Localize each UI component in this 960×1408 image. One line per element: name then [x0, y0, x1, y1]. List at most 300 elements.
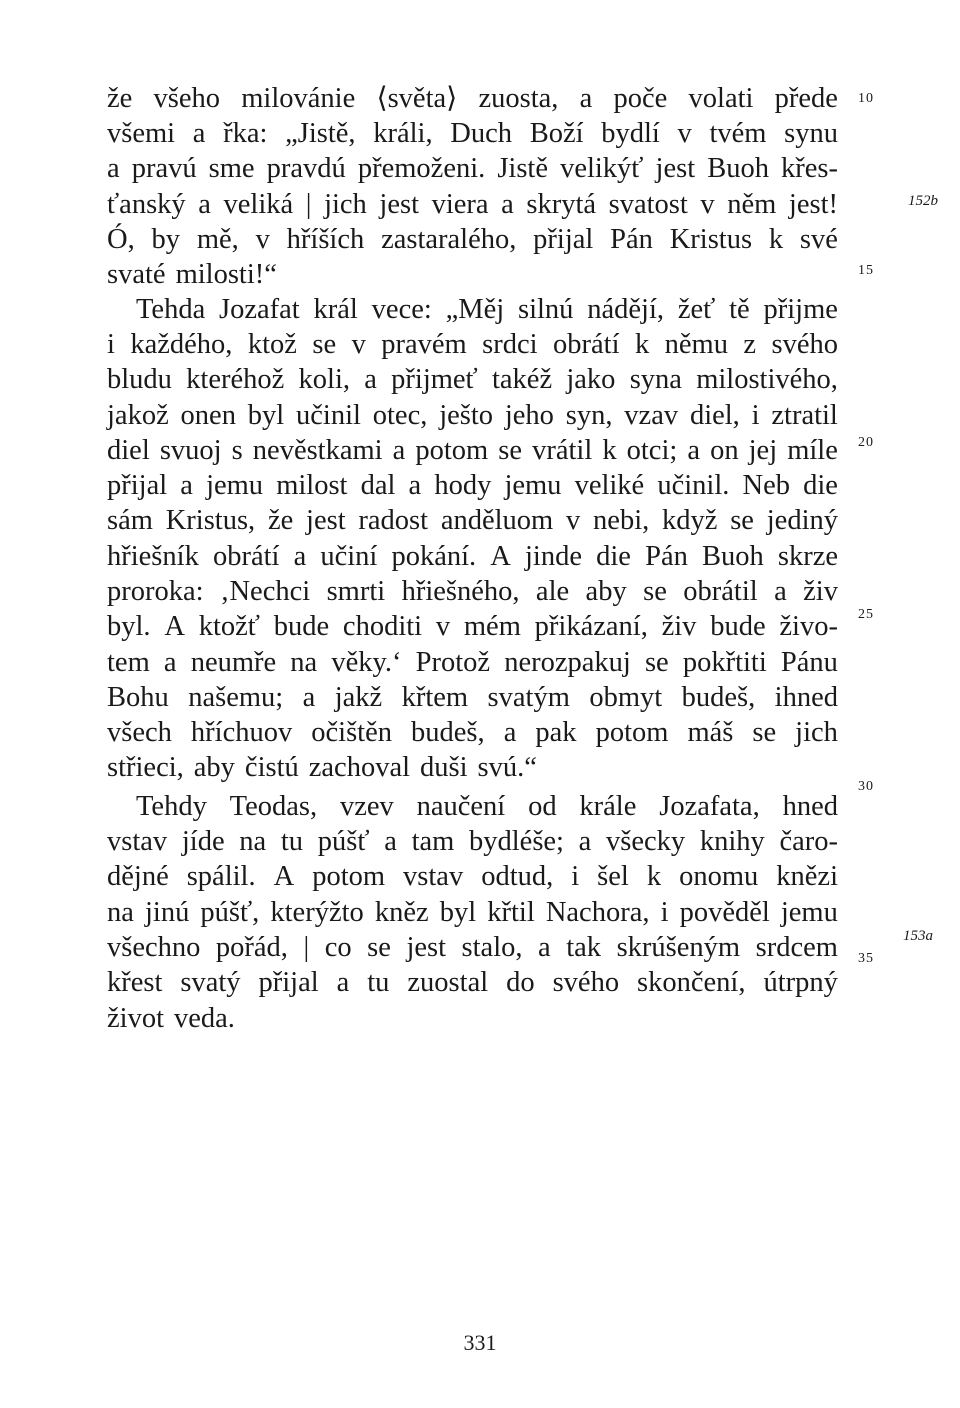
word: anděluom	[440, 505, 554, 536]
word: přijal	[107, 470, 168, 501]
word: němu	[664, 329, 728, 360]
word: bydlí	[601, 118, 660, 149]
word: a	[364, 364, 377, 395]
word: skrytá	[526, 189, 597, 220]
word: tak	[566, 932, 602, 963]
word: jinú	[144, 897, 190, 928]
word: diel,	[689, 400, 740, 431]
word: kterýžto	[270, 897, 364, 928]
word: byl	[439, 897, 477, 928]
word: Buoh	[701, 541, 764, 572]
word: sme	[208, 153, 255, 184]
word: vstav	[107, 826, 168, 857]
word: onen	[180, 400, 236, 431]
word: se	[752, 717, 777, 748]
word: králi,	[373, 118, 433, 149]
word: každého,	[130, 329, 233, 360]
word: odtud,	[481, 861, 554, 892]
word: a	[384, 826, 397, 857]
word: milosti!“	[175, 259, 277, 290]
word: přijme	[763, 294, 838, 325]
word: očištěn	[311, 717, 392, 748]
word: ktož	[247, 329, 297, 360]
word: přikázaní,	[534, 611, 648, 642]
word: Kristus	[669, 224, 753, 255]
word: a	[293, 541, 307, 572]
word: se	[644, 647, 669, 678]
word: Buoh	[707, 153, 769, 184]
word: k	[768, 224, 784, 255]
word: jakž	[334, 682, 383, 713]
word: skrúšeným	[616, 932, 741, 963]
word: hřiešného,	[401, 576, 520, 607]
word: jest	[306, 505, 346, 536]
word: obrátí	[553, 329, 620, 360]
word: na	[107, 897, 134, 928]
word: jemu	[206, 470, 264, 501]
text-line	[136, 292, 838, 328]
word: a	[774, 576, 787, 607]
word: Pán	[645, 541, 688, 572]
word: učinil	[296, 400, 361, 431]
word: vstav	[403, 861, 464, 892]
word: kteréhož	[186, 364, 285, 395]
word: zuostal	[407, 967, 489, 998]
word: aby	[585, 576, 627, 607]
word: ihned	[774, 682, 838, 713]
text-line	[107, 151, 838, 187]
word: choditi	[342, 611, 423, 642]
word: život	[107, 1003, 164, 1034]
word: křes-	[781, 153, 838, 184]
word: čaro-	[779, 826, 838, 857]
word: máš	[687, 717, 734, 748]
word: vzev	[339, 791, 394, 822]
word: smrti	[326, 576, 386, 607]
word: púšť,	[200, 897, 260, 928]
word: pokřtiti	[682, 647, 767, 678]
word: |	[305, 189, 312, 220]
word: naučení	[416, 791, 506, 822]
word: Jistě	[497, 153, 548, 184]
word: a	[192, 118, 206, 149]
word: nádějí,	[587, 294, 664, 325]
word: Pánu	[780, 647, 838, 678]
word: dal	[360, 470, 396, 501]
word: potom	[415, 435, 489, 466]
word: jej	[748, 435, 778, 466]
word: potom	[595, 717, 669, 748]
word: syn,	[565, 400, 613, 431]
word: ješto	[439, 400, 494, 431]
word: a	[302, 682, 316, 713]
word: zuosta,	[478, 83, 559, 114]
line-number: 30	[858, 779, 874, 794]
word: ‚Nechci	[219, 576, 311, 607]
text-line	[107, 257, 838, 293]
word: se	[312, 329, 337, 360]
word: žeť	[677, 294, 716, 325]
word: tem	[107, 647, 150, 678]
word: král	[313, 294, 358, 325]
word: Neb	[742, 470, 790, 501]
word: svatost	[608, 189, 688, 220]
word: všemi	[107, 118, 176, 149]
word: on	[710, 435, 739, 466]
word: k	[602, 435, 617, 466]
line-number: 25	[858, 607, 874, 622]
word: jako	[566, 364, 616, 395]
word: křest	[107, 967, 163, 998]
word: na	[239, 826, 267, 857]
word: radost	[358, 505, 429, 536]
page-number: 331	[463, 1330, 497, 1355]
word: velikýť	[560, 153, 644, 184]
word: v	[566, 505, 581, 536]
word: hned	[782, 791, 838, 822]
word: v	[700, 189, 715, 220]
word: svuoj	[159, 435, 222, 466]
folio-mark: 153a	[903, 928, 933, 944]
word: hody	[434, 470, 492, 501]
word: synu	[784, 118, 838, 149]
text-line	[107, 398, 838, 434]
word: pravdú	[266, 153, 346, 184]
word: jest	[406, 932, 447, 963]
word: k	[646, 861, 662, 892]
word: v	[435, 611, 451, 642]
line-number: 15	[858, 263, 874, 278]
word: silnú	[517, 294, 574, 325]
word: křtil	[487, 897, 535, 928]
word: přijmeť	[391, 364, 478, 395]
word: všech	[107, 717, 172, 748]
word: duši	[420, 752, 468, 783]
word: jest	[379, 189, 419, 220]
word: ťanský	[107, 189, 186, 220]
word: šel	[597, 861, 629, 892]
text-line	[107, 503, 838, 539]
word: tu	[367, 967, 390, 998]
word: jemu	[780, 897, 838, 928]
word: bydléše;	[469, 826, 564, 857]
word: Bohu	[107, 682, 169, 713]
word: hřiešník	[107, 541, 199, 572]
word: v	[351, 329, 366, 360]
word: živ	[661, 611, 697, 642]
word: jemu	[504, 470, 562, 501]
word: veliká	[223, 189, 294, 220]
text-line	[107, 680, 838, 716]
word: se	[367, 932, 391, 963]
word: die	[803, 470, 838, 501]
word: veda.	[174, 1003, 235, 1034]
word: a	[579, 83, 593, 114]
word: vrátil	[532, 435, 593, 466]
word: poče	[613, 83, 668, 114]
text-line	[107, 433, 838, 469]
word: ⟨světa⟩	[376, 83, 458, 114]
word: všeho	[153, 83, 221, 114]
word: bude	[710, 611, 766, 642]
word: se	[643, 576, 667, 607]
word: že	[267, 505, 294, 536]
word: a	[392, 435, 406, 466]
text-line	[107, 222, 838, 258]
word: milostivého,	[696, 364, 838, 395]
word: pravú	[131, 153, 197, 184]
word: živ	[803, 576, 838, 607]
word: z	[743, 329, 757, 360]
word: „Měj	[445, 294, 505, 325]
word: milost	[276, 470, 348, 501]
word: die	[596, 541, 631, 572]
word: k	[634, 329, 650, 360]
word: svaté	[107, 259, 166, 290]
word: pověděl	[679, 897, 770, 928]
word: a	[501, 189, 514, 220]
word: pokání.	[391, 541, 477, 572]
word: volati	[688, 83, 754, 114]
text-line	[107, 187, 838, 223]
word: a	[163, 647, 177, 678]
word: byl	[247, 400, 285, 431]
text-line	[107, 81, 838, 117]
word: něm	[727, 189, 777, 220]
folio-mark: 152b	[908, 193, 938, 209]
word: jest!	[788, 189, 838, 220]
word: ktožť	[198, 611, 260, 642]
word: přemoženi.	[357, 153, 486, 184]
word: když	[662, 505, 718, 536]
word: co	[324, 932, 352, 963]
word: ztratil	[771, 400, 838, 431]
word: púšť	[317, 826, 370, 857]
word: potom	[312, 861, 386, 892]
word: věky.‘	[331, 647, 402, 678]
word: jich	[795, 717, 838, 748]
word: A	[164, 611, 185, 642]
word: obrátil	[683, 576, 758, 607]
word: pak	[535, 717, 577, 748]
word: učinil.	[657, 470, 730, 501]
word: a	[107, 153, 120, 184]
word: v	[677, 118, 692, 149]
text-line	[107, 362, 838, 398]
text-line	[107, 574, 838, 610]
word: a	[336, 967, 350, 998]
word: A	[273, 861, 295, 892]
word: knězi	[776, 861, 838, 892]
word: skrze	[777, 541, 838, 572]
word: i	[107, 329, 115, 360]
word: jediný	[766, 505, 838, 536]
text-line	[107, 930, 838, 966]
word: otci;	[626, 435, 678, 466]
word: Nachora,	[545, 897, 650, 928]
text-line	[107, 116, 838, 152]
word: stalo,	[461, 932, 523, 963]
word: a	[687, 435, 700, 466]
word: živo-	[779, 611, 838, 642]
line-number: 20	[858, 435, 874, 450]
word: obmyt	[589, 682, 663, 713]
word: skončení,	[637, 967, 746, 998]
word: krále	[579, 791, 637, 822]
word: bude	[273, 611, 330, 642]
word: dějné	[107, 861, 169, 892]
word: knihy	[699, 826, 765, 857]
word: Tehda	[136, 294, 206, 325]
text-line	[107, 645, 838, 681]
word: se	[730, 505, 754, 536]
word: Ó,	[107, 224, 135, 255]
text-line	[107, 327, 838, 363]
word: Jozafat	[219, 294, 300, 325]
line-number: 10	[858, 91, 874, 106]
word: nerozpakuj	[504, 647, 631, 678]
word: v	[255, 224, 270, 255]
word: svého	[771, 329, 838, 360]
word: že	[107, 83, 133, 114]
text-line	[107, 824, 838, 860]
line-number: 35	[858, 951, 874, 966]
word: míle	[787, 435, 838, 466]
word: hříchuov	[190, 717, 293, 748]
word: proroka:	[107, 576, 204, 607]
word: své	[799, 224, 838, 255]
word: diel	[107, 435, 150, 466]
word: pravém	[381, 329, 467, 360]
word: „Jistě,	[285, 118, 356, 149]
word: našemu;	[188, 682, 284, 713]
word: všecky	[606, 826, 686, 857]
word: hříších	[286, 224, 365, 255]
word: srdcem	[755, 932, 838, 963]
text-line	[107, 1001, 838, 1037]
word: a	[538, 932, 551, 963]
word: byl.	[107, 611, 151, 642]
word: Jozafata,	[659, 791, 760, 822]
text-line	[107, 539, 838, 575]
word: spálil.	[186, 861, 256, 892]
word: Boží	[529, 118, 584, 149]
word: otec,	[372, 400, 428, 431]
text-line	[107, 859, 838, 895]
word: mém	[463, 611, 521, 642]
word: tvém	[709, 118, 767, 149]
word: sám	[107, 505, 153, 536]
word: jeho	[504, 400, 554, 431]
word: viera	[431, 189, 489, 220]
word: i	[571, 861, 580, 892]
word: by	[151, 224, 181, 255]
word: aby	[193, 752, 235, 783]
word: A	[490, 541, 511, 572]
word: a	[503, 717, 517, 748]
word: pořád,	[215, 932, 288, 963]
word: přijal	[533, 224, 594, 255]
word: Teodas,	[229, 791, 318, 822]
text-line	[107, 715, 838, 751]
word: vzav	[624, 400, 679, 431]
word: neumře	[190, 647, 277, 678]
word: a	[180, 470, 193, 501]
word: zastaralého,	[381, 224, 517, 255]
word: Protož	[415, 647, 491, 678]
word: na	[290, 647, 318, 678]
word: do	[506, 967, 535, 998]
word: jest	[655, 153, 696, 184]
word: ale	[535, 576, 570, 607]
word: Pán	[610, 224, 653, 255]
text-line	[107, 750, 838, 786]
word: a	[198, 189, 211, 220]
word: jich	[324, 189, 367, 220]
word: jinde	[525, 541, 583, 572]
word: srdci	[482, 329, 538, 360]
word: syna	[629, 364, 682, 395]
word: přede	[774, 83, 838, 114]
word: jakož	[107, 400, 169, 431]
text-line	[107, 609, 838, 645]
text-line	[136, 789, 838, 825]
word: i	[751, 400, 760, 431]
word: vece:	[371, 294, 432, 325]
word: řka:	[223, 118, 268, 149]
word: a	[408, 470, 422, 501]
word: budeš,	[681, 682, 756, 713]
word: svú.“	[477, 752, 537, 783]
word: veliké	[574, 470, 645, 501]
word: Kristus,	[165, 505, 256, 536]
word: svého	[552, 967, 620, 998]
word: obrátí	[212, 541, 280, 572]
word: učiní	[320, 541, 378, 572]
word: útrpný	[763, 967, 838, 998]
word: nebi,	[593, 505, 650, 536]
word: od	[528, 791, 557, 822]
word: budeš,	[411, 717, 485, 748]
word: Tehdy	[136, 791, 207, 822]
text-line	[107, 895, 838, 931]
word: tě	[729, 294, 750, 325]
word: čistú	[244, 752, 299, 783]
word: nevěstkami	[252, 435, 383, 466]
word: mě,	[196, 224, 239, 255]
word: koli,	[298, 364, 350, 395]
word: milovánie	[241, 83, 356, 114]
word: Duch	[450, 118, 513, 149]
word: i	[660, 897, 669, 928]
word: tam	[411, 826, 455, 857]
word: takéž	[491, 364, 553, 395]
word: střieci,	[107, 752, 184, 783]
word: kněz	[374, 897, 429, 928]
word: a	[578, 826, 592, 857]
word: zachoval	[308, 752, 411, 783]
word: přijal	[258, 967, 319, 998]
word: se	[498, 435, 523, 466]
word: svatý	[180, 967, 241, 998]
word: svatým	[487, 682, 570, 713]
text-line	[107, 965, 838, 1001]
word: bludu	[107, 364, 172, 395]
word: jíde	[181, 826, 225, 857]
word: všechno	[107, 932, 201, 963]
word: |	[303, 932, 310, 963]
text-line	[107, 468, 838, 504]
